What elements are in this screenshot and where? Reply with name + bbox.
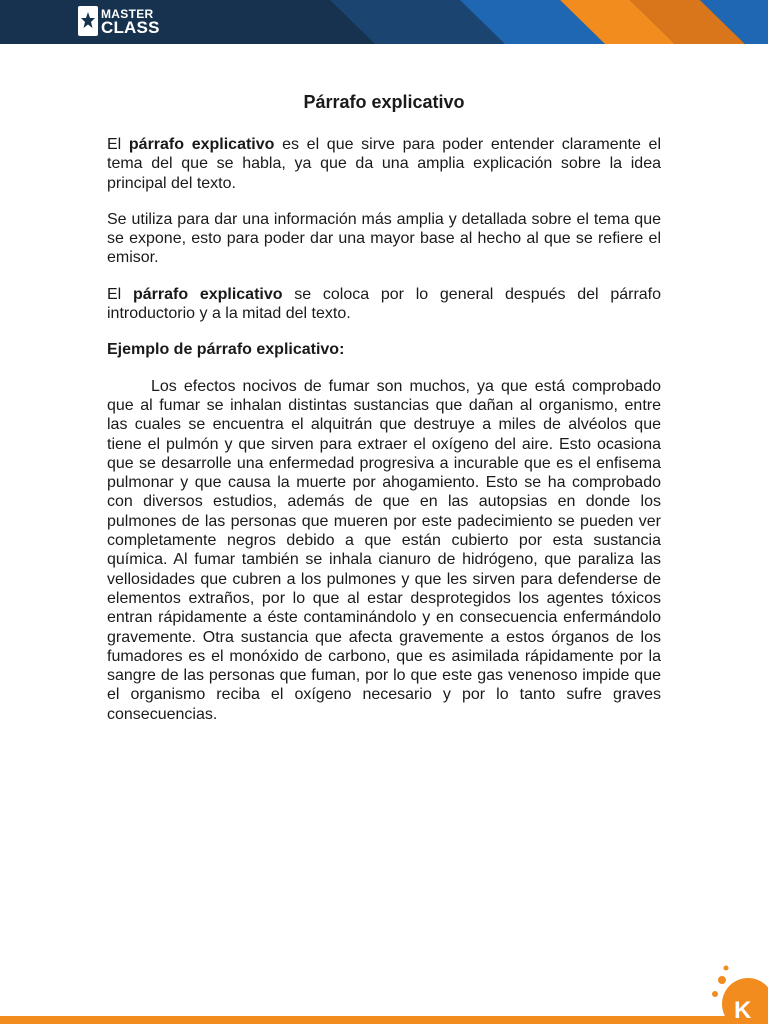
p3-bold: párrafo explicativo xyxy=(132,285,283,303)
header-banner xyxy=(0,0,768,44)
paragraph-usage: Se utiliza para dar una información más amplia y detallada sobre el tema que se expone, esto para poder dar una mayor base al hecho al que se refiere el emisor. xyxy=(107,210,661,267)
page-title: Párrafo explicativo xyxy=(303,92,465,112)
p1-post: es el que sirve para poder entender claramente el tema del que se habla, ya que da una amplia explicación sobre la idea principal del texto. xyxy=(107,136,662,192)
brand-line-2: CLASS xyxy=(101,18,160,37)
document-body xyxy=(107,90,661,724)
example-paragraph: Los efectos nocivos de fumar son muchos, ya que está comprobado que al fumar se inhalan distintas sustancias que dañan al organismo, entre las cuales se encuentra el alquitrán que destruye a miles de alvéolos que tiene el pulmón y que sirven para extraer el oxígeno del aire. Esto ocasiona que se desarrolle una enfermedad progresiva a incurable que es el enfisema pulmonar y que causa la muerte por ahogamiento. Esto se ha comprobado con diversos estudios, además de que en las autopsias en donde los pulmones de las personas que mueren por este padecimiento se pueden ver completamente negros debido a que están cubierto por esta sustancia química. Al fumar también se inhala cianuro de hidrógeno, que paraliza las vellosidades que cubren a los pulmones y que les sirven para defenderse de elementos extraños, por lo que al estar desprotegidos los agentes tóxicos entran rápidamente a éste contaminándolo y en consecuencia enfermándolo gravemente. Otra sustancia que afecta gravemente a estos órganos de los fumadores es el monóxido de carbono, que es asimilada rápidamente por la sangre de las personas que fuman, por lo que este gas venenoso impide que el organismo reciba el oxígeno necesario y por lo tanto sufre graves consecuencias. xyxy=(107,377,661,723)
p1-bold: párrafo explicativo xyxy=(128,136,275,153)
star-icon xyxy=(78,6,98,36)
p3-post: se coloca por lo general después del párrafo introductorio y a la mitad del texto. xyxy=(107,285,662,323)
brand-line-1: MASTER xyxy=(101,7,154,21)
footer-bar xyxy=(0,1016,768,1024)
corner-logo-letter: K xyxy=(734,997,752,1024)
kpoce-logo xyxy=(708,960,768,1024)
p1-pre: El xyxy=(107,136,129,153)
masterclass-logo xyxy=(78,4,160,38)
paragraph-definition xyxy=(107,135,661,193)
example-heading: Ejemplo de párrafo explicativo: xyxy=(107,341,345,359)
p3-pre: El xyxy=(107,285,133,303)
paragraph-position xyxy=(107,285,661,324)
